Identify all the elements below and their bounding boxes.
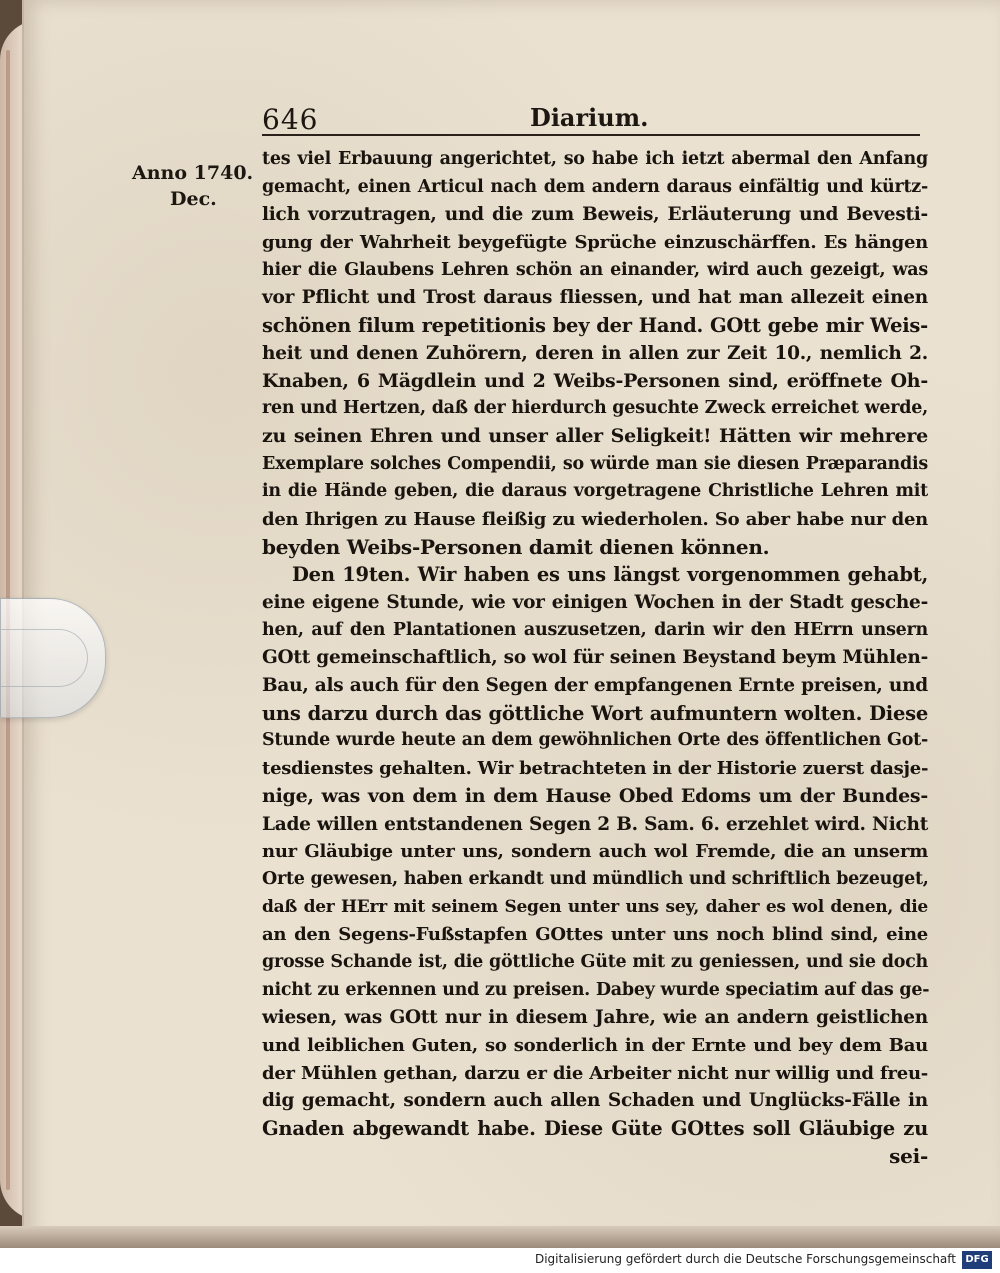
- margin-note: [132, 160, 258, 212]
- text-line: Lade willen entstandenen Segen 2 B. Sam. 6. erzehlet wird. Nicht: [262, 813, 928, 835]
- text-line: nige, was von dem in dem Hause Obed Edoms um der Bundes-: [262, 784, 928, 807]
- header-rule: [262, 134, 920, 136]
- text-line: Den 19ten. Wir haben es uns längst vorgenommen gehabt,: [292, 563, 928, 587]
- margin-note-year: Anno 1740.: [132, 162, 254, 184]
- text-line: Knaben, 6 Mägdlein und 2 Weibs-Personen sind, eröffnete Oh-: [262, 369, 928, 392]
- text-line: Exemplare solches Compendii, so würde man sie diesen Præparandis: [262, 453, 928, 474]
- footer-credit: Digitalisierung gefördert durch die Deutsche Forschungsgemeinschaft: [534, 1252, 956, 1266]
- text-line: uns darzu durch das göttliche Wort aufmuntern wolten. Diese: [262, 701, 928, 725]
- text-line: nicht zu erkennen und zu preisen. Dabey wurde speciatim auf das ge-: [262, 979, 930, 1000]
- text-line: wiesen, was GOtt nur in diesem Jahre, wie an andern geistlichen: [262, 1007, 928, 1029]
- text-line: schönen filum repetitionis bey der Hand. GOtt gebe mir Weis-: [262, 314, 928, 338]
- text-line: Orte gewesen, haben erkandt und mündlich und schriftlich bezeuget,: [262, 868, 929, 889]
- text-line: GOtt gemeinschaftlich, so wol für seinen Beystand beym Mühlen-: [262, 647, 928, 669]
- text-line: Bau, als auch für den Segen der empfangenen Ernte preisen, und: [262, 675, 928, 697]
- text-line: gung der Wahrheit beygefügte Sprüche einzuschärffen. Es hängen: [262, 232, 928, 254]
- text-line: der Mühlen gethan, darzu er die Arbeiter nicht nur willig und freu-: [262, 1062, 928, 1084]
- text-line: den Ihrigen zu Hause fleißig zu wiederholen. So aber habe nur den: [262, 508, 928, 530]
- running-title: Diarium.: [530, 103, 649, 132]
- text-line: lich vorzutragen, und die zum Beweis, Erläuterung und Bevesti-: [262, 204, 928, 226]
- text-line: daß der HErr mit seinem Segen unter uns sey, daher es wol denen, die: [262, 896, 928, 917]
- text-line: Stunde wurde heute an dem gewöhnlichen Orte des öffentlichen Got-: [262, 730, 928, 751]
- text-line: nur Gläubige unter uns, sondern auch wol Fremde, die an unserm: [262, 841, 928, 863]
- text-line: und leiblichen Guten, so sonderlich in der Ernte und bey dem Bau: [262, 1035, 928, 1056]
- dfg-logo-icon: DFG: [962, 1251, 992, 1269]
- text-line: in die Hände geben, die daraus vorgetragene Christliche Lehren mit: [262, 481, 928, 502]
- margin-note-month: Dec.: [170, 188, 217, 210]
- text-line: eine eigene Stunde, wie vor einigen Wochen in der Stadt gesche-: [262, 592, 928, 613]
- text-line: ren und Hertzen, daß der hierdurch gesuchte Zweck erreichet werde,: [262, 398, 928, 419]
- page-number: 646: [262, 103, 319, 136]
- text-line: Gnaden abgewandt habe. Diese Güte GOttes soll Gläubige zu: [262, 1117, 928, 1141]
- body-text: [262, 146, 928, 1170]
- text-line: hen, auf den Plantationen auszusetzen, darin wir den HErrn unsern: [262, 619, 928, 640]
- text-line: tes viel Erbauung angerichtet, so habe ich ietzt abermal den Anfang: [262, 149, 928, 169]
- text-line: zu seinen Ehren und unser aller Seligkeit! Hätten wir mehrere: [262, 424, 928, 447]
- text-line: heit und denen Zuhörern, deren in allen zur Zeit 10., nemlich 2.: [262, 342, 928, 364]
- text-line: vor Pflicht und Trost daraus fliessen, und hat man allezeit einen: [262, 287, 928, 309]
- text-line: hier die Glaubens Lehren schön an einander, wird auch gezeigt, was: [262, 259, 928, 280]
- text-line-catchword: sei-: [889, 1143, 928, 1168]
- text-line: tesdienstes gehalten. Wir betrachteten in der Historie zuerst dasje-: [262, 758, 929, 780]
- text-line: an den Segens-Fußstapfen GOttes unter uns noch blind sind, eine: [262, 924, 928, 946]
- text-line: beyden Weibs-Personen damit dienen können.: [262, 534, 770, 559]
- text-line: dig gemacht, sondern auch allen Schaden und Unglücks-Fälle in: [262, 1090, 928, 1112]
- text-line: gemacht, einen Articul nach dem andern daraus einfältig und kürtz-: [262, 176, 928, 197]
- footer-banner: [0, 1248, 1000, 1273]
- page-bottom-edge: [0, 1226, 1000, 1248]
- text-line: grosse Schande ist, die göttliche Güte mit zu geniessen, und sie doch: [262, 951, 928, 972]
- paper-clip-icon: [0, 598, 106, 718]
